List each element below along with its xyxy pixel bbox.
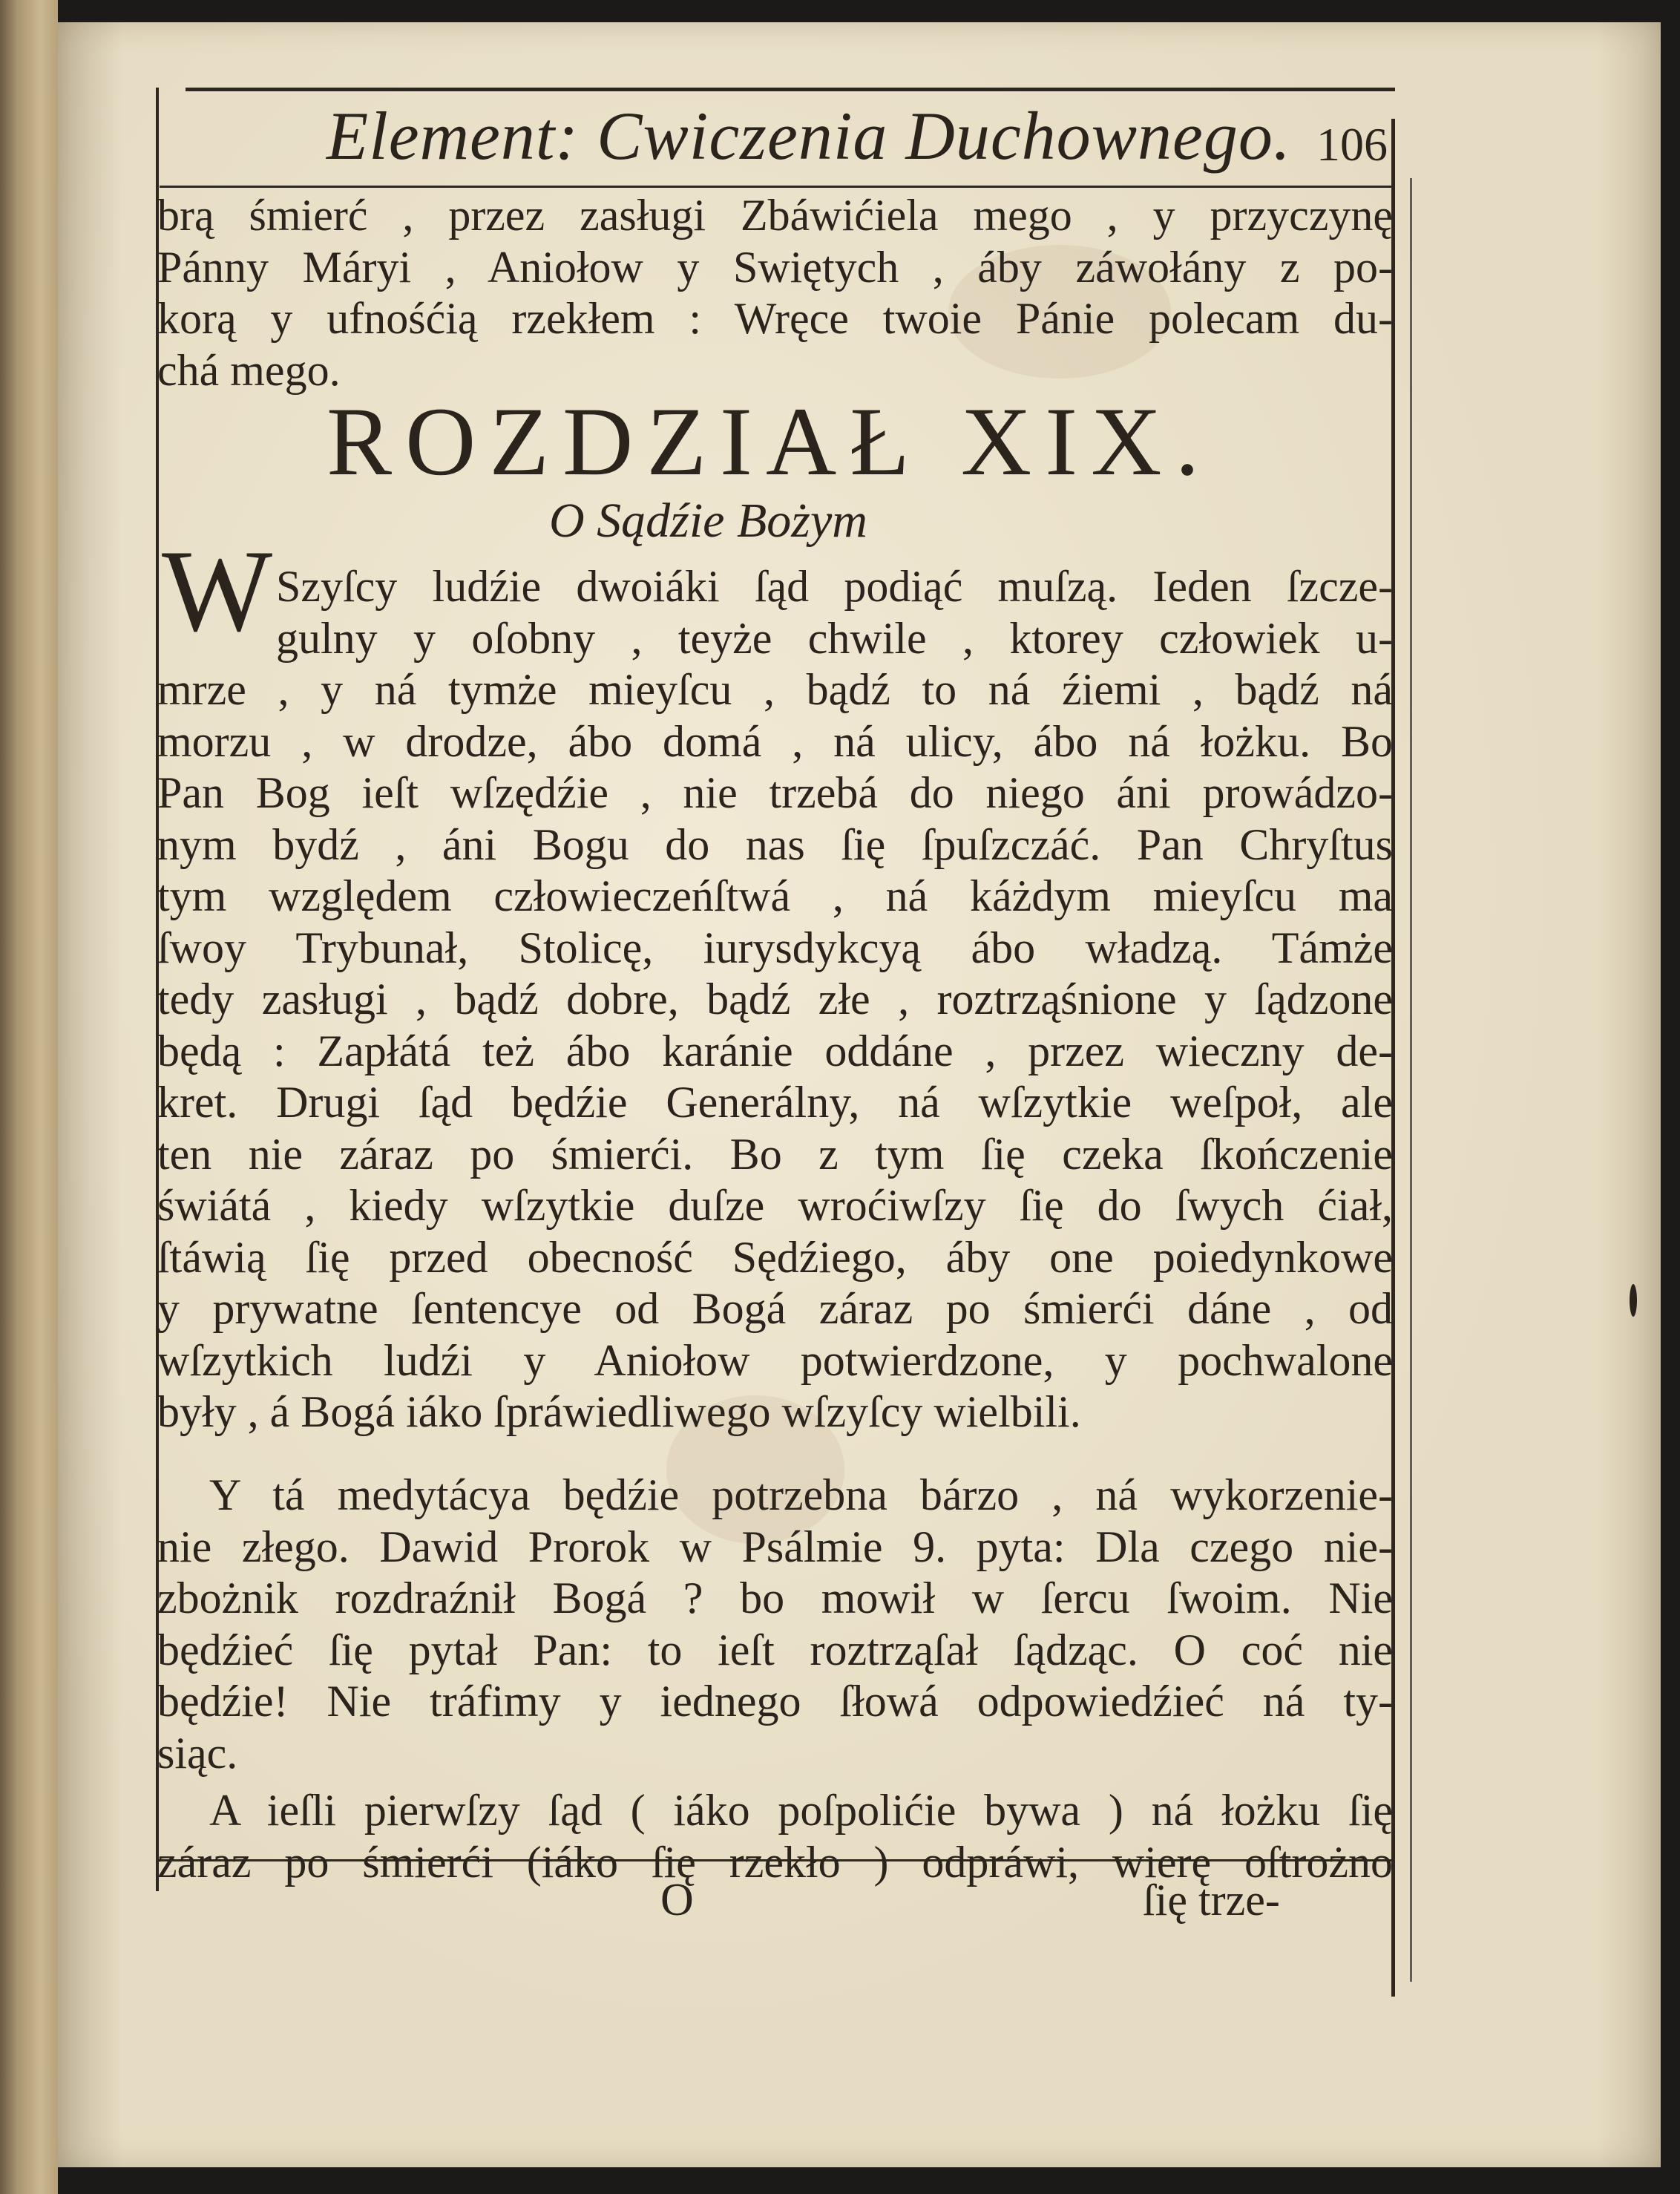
catchword-right: ſię trze- (1143, 1876, 1280, 1925)
text-line: záraz po śmierći (iáko ſię rzekło ) odpráwi, wierę oſtrożno (157, 1837, 1393, 1887)
paragraph-1 (157, 561, 1393, 1438)
top-paragraph (157, 190, 1393, 396)
text-line: tym względem człowieczeńſtwá , ná káżdym mieyſcu ma (157, 871, 1393, 920)
text-line: chá mego. (157, 345, 341, 395)
text-line: Pan Bog ieſt wſzędźie , nie trzebá do niego áni prowádzo- (157, 768, 1393, 817)
chapter-subtitle: O Sądźie Bożym (549, 494, 867, 548)
text-line: mrze , y ná tymże mieyſcu , bądź to ná źiemi , bądź ná (157, 665, 1393, 714)
text-line: korą y ufnośćią rzekłem : Wręce twoie Pánie polecam du- (157, 294, 1393, 343)
text-line: nym bydź , áni Bogu do nas ſię ſpuſzczáć. Pan Chryſtus (157, 819, 1393, 869)
text-line: ten nie záraz po śmierći. Bo z tym ſię czeka ſkończenie (157, 1129, 1393, 1179)
text-line: zbożnik rozdraźnił Bogá ? bo mowił w ſercu ſwoim. Nie (157, 1574, 1393, 1622)
header-rule (160, 186, 1395, 188)
drop-cap: W (162, 526, 273, 656)
ink-mark (1630, 1284, 1637, 1317)
paragraph-2 (157, 1470, 1393, 1779)
text-line: kret. Drugi ſąd będźie Generálny, ná wſzytkie weſpoł, ale (157, 1078, 1393, 1127)
catchword-left: O (660, 1875, 694, 1925)
chapter-title: ROZDZIAŁ XIX. (327, 387, 1213, 496)
text-line: świátá , kiedy wſzytkie duſze wroćiwſzy ſię do ſwych ćiał, (157, 1181, 1393, 1230)
text-line: Y tá medytácya będźie potrzebna bárzo , ná wykorzenie- (209, 1470, 1393, 1519)
text-line: ſwoy Trybunał, Stolicę, iurysdykcyą ábo władzą. Támże (157, 923, 1393, 972)
text-line: będźie! Nie tráfimy y iednego ſłowá odpowiedźieć ná ty- (157, 1677, 1393, 1726)
text-line: były , á Bogá iáko ſpráwiedliwego wſzyſcy wielbili. (157, 1387, 1081, 1436)
text-line: nie złego. Dawid Prorok w Psálmie 9. pyta: Dla czego nie- (157, 1522, 1393, 1571)
book-spine (0, 0, 58, 2194)
text-line: będą : Zapłátá też ábo karánie oddáne , przez wieczny de- (157, 1026, 1393, 1075)
text-line: gulny y oſobny , teyże chwile , ktorey człowiek u- (276, 613, 1393, 663)
text-line: A ieſli pierwſzy ſąd ( iáko poſpolićie bywa ) ná łożku ſię (209, 1786, 1393, 1835)
frame-rule-top (186, 88, 1395, 91)
text-line: tedy zasługi , bądź dobre, bądź złe , roztrząśnione y ſądzone (157, 975, 1393, 1024)
text-line: będźieć ſię pytał Pan: to ieſt roztrząſał ſądząc. O coć nie (157, 1625, 1393, 1674)
text-line: brą śmierć , przez zasługi Zbáwićiela mego , y przyczynę (157, 191, 1393, 240)
text-line: wſzytkich ludźi y Aniołow potwierdzone, y pochwalone (157, 1335, 1393, 1385)
frame-rule-outer-right (1410, 178, 1412, 1982)
text-line: morzu , w drodze, ábo domá , ná ulicy, ábo ná łożku. Bo (157, 716, 1393, 766)
running-header-title: Element: Cwiczenia Duchownego. (327, 98, 1291, 174)
text-line: ſtáwią ſię przed obecność Sędźiego, áby one poiedynkowe (157, 1232, 1393, 1282)
text-line: siąc. (157, 1728, 238, 1778)
text-line: Szyſcy ludźie dwoiáki ſąd podiąć muſzą. Ieden ſzcze- (276, 562, 1393, 611)
text-line: y prywatne ſentencye od Bogá záraz po śmierći dáne , od (157, 1284, 1393, 1333)
text-line: Pánny Máryi , Aniołow y Swiętych , áby záwołány z po- (157, 242, 1393, 292)
page-number: 106 (1316, 118, 1388, 171)
